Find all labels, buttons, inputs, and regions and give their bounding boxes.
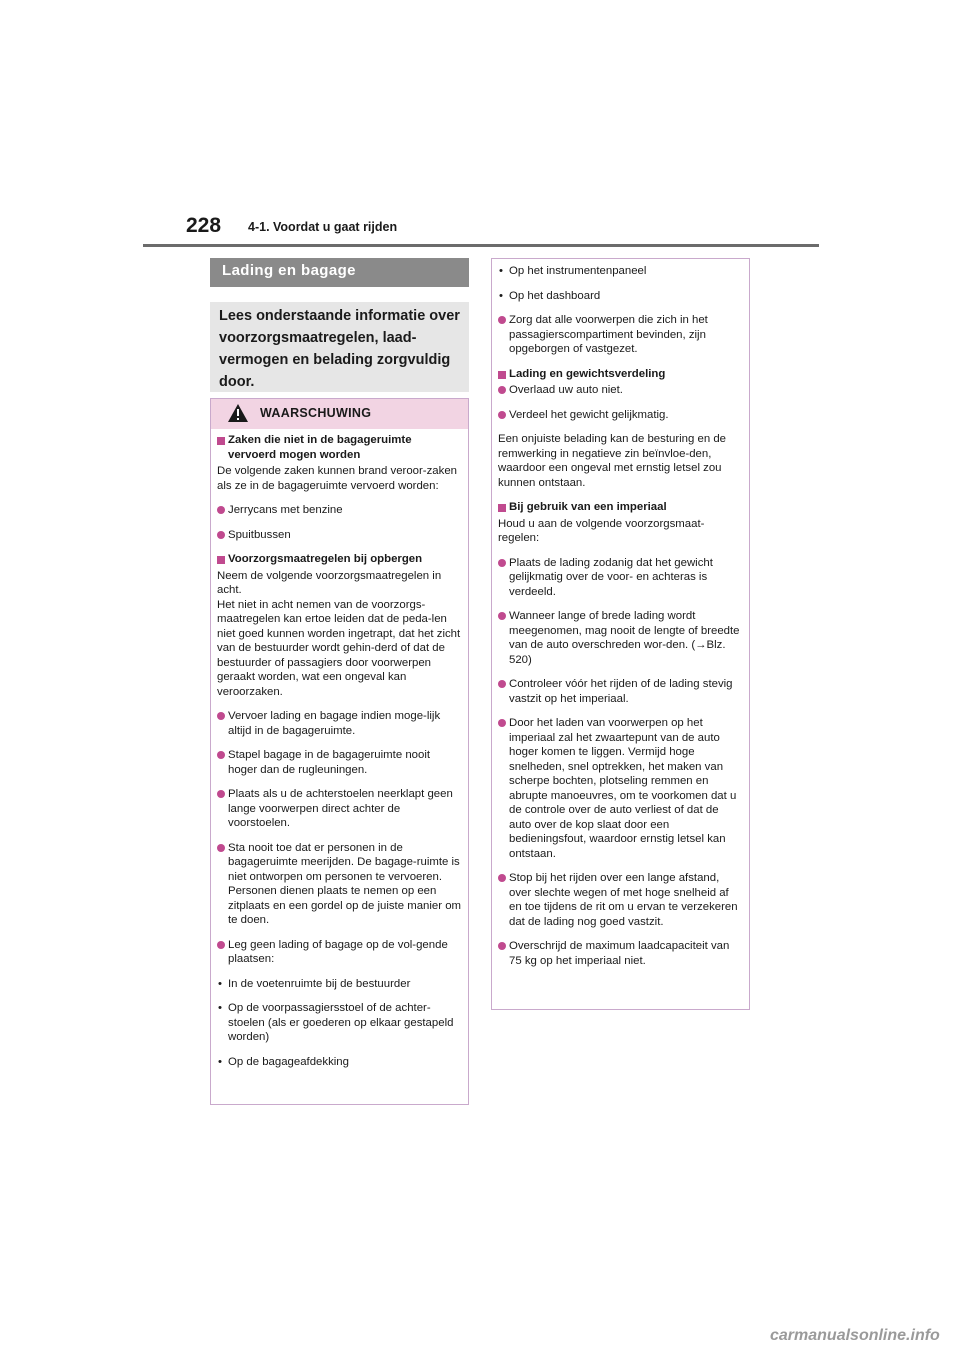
warning-continued-body: [492, 259, 749, 968]
subheading: [498, 367, 743, 382]
circle-list-item: [498, 939, 743, 968]
block-text: Plaats als u de achterstoelen neerklapt geen lange voorwerpen direct achter de voorstoelen.: [228, 788, 453, 829]
dot-bullet-icon: •: [499, 265, 503, 277]
circle-bullet-icon: [498, 559, 506, 567]
block-text: Houd u aan de volgende voorzorgsmaat-regelen:: [498, 517, 705, 544]
circle-list-item: [217, 787, 462, 831]
circle-bullet-icon: [217, 790, 225, 798]
block-text: Jerrycans met benzine: [228, 504, 343, 516]
dot-bullet-icon: •: [218, 1055, 222, 1068]
intro-box: [210, 302, 469, 392]
block-text: Leg geen lading of bagage op de vol-gende plaatsen:: [228, 938, 448, 965]
block-text: Door het laden van voorwerpen op het imperiaal zal het zwaartepunt van de auto hoger komen te liggen. Vermijd hoge snelheden, snel optrekken, het maken van scherpe bochten, plotseling remmen en abrupte manoeuvres, om te voorkomen dat u de controle over de auto verliest of dat de auto over de kop slaat door een bedieningsfout, waardoor ernstig letsel kan ontstaan.: [509, 717, 737, 860]
paragraph: [498, 432, 743, 490]
block-text: Stop bij het rijden over een lange afstand, over slechte wegen of met hoge snelheid af en toe tijdens de rit om u ervan te verzekeren dat de lading nog goed vastzit.: [509, 872, 738, 928]
warning-continued-box: [491, 258, 750, 1010]
block-text: Controleer vóór het rijden of de lading stevig vastzit op het imperiaal.: [509, 678, 733, 705]
block-text: Plaats de lading zodanig dat het gewicht gelijkmatig over de voor- en achteras is verdeeld.: [509, 556, 713, 598]
paragraph: [498, 517, 743, 546]
circle-list-item: [217, 938, 462, 967]
circle-list-item: [498, 383, 743, 398]
circle-list-item: [498, 716, 743, 861]
circle-bullet-icon: [498, 612, 506, 620]
header-rule: [143, 244, 819, 247]
circle-list-item: [217, 709, 462, 738]
paragraph: [217, 569, 462, 700]
circle-bullet-icon: [217, 531, 225, 539]
block-text: Sta nooit toe dat er personen in de bagageruimte meerijden. De bagage-ruimte is niet ontworpen om personen te vervoeren. Personen dienen plaats te nemen op een zitplaats en een gordel op de juiste manier om te doen.: [228, 841, 462, 926]
dot-list-item: [498, 289, 743, 304]
watermark: carmanualsonline.info: [770, 1327, 940, 1344]
circle-bullet-icon: [498, 411, 506, 419]
circle-list-item: [217, 528, 462, 543]
subheading: [498, 500, 743, 515]
circle-bullet-icon: [217, 712, 225, 720]
circle-list-item: [217, 748, 462, 777]
block-text: Vervoer lading en bagage indien moge-lijk altijd in de bagageruimte.: [228, 710, 441, 737]
intro-text: Lees onderstaande informatie over voorzorgsmaatregelen, laad-vermogen en belading zorgvuldig door.: [219, 308, 460, 390]
block-text: Op de bagageafdekking: [228, 1055, 349, 1068]
circle-list-item: [498, 871, 743, 929]
warning-label: WAARSCHUWING: [260, 406, 372, 420]
block-text: Zaken die niet in de bagageruimte vervoerd mogen worden: [228, 434, 412, 461]
block-text: Stapel bagage in de bagageruimte nooit hoger dan de rugleuningen.: [228, 749, 431, 776]
circle-list-item: [217, 841, 462, 928]
circle-bullet-icon: [498, 316, 506, 324]
subheading: [217, 552, 462, 567]
circle-bullet-icon: [498, 680, 506, 688]
circle-list-item: [498, 609, 743, 667]
block-text: Een onjuiste belading kan de besturing en de remwerking in negatieve zin beïnvloe-den, waardoor een ongeval met ernstig letsel zou kunnen ontstaan.: [498, 433, 726, 489]
block-text: Wanneer lange of brede lading wordt meegenomen, mag nooit de lengte of breedte van de auto overschreden wor-den. (→Blz. 520): [509, 610, 740, 666]
dot-bullet-icon: •: [499, 289, 503, 302]
circle-bullet-icon: [498, 942, 506, 950]
block-text: Overlaad uw auto niet.: [509, 384, 623, 396]
dot-bullet-icon: •: [218, 1002, 222, 1014]
circle-bullet-icon: [217, 941, 225, 949]
block-text: Op de voorpassagiersstoel of de achter-stoelen (als er goederen op elkaar gestapeld worden): [228, 1002, 454, 1043]
block-text: Spuitbussen: [228, 528, 291, 541]
block-text: Bij gebruik van een imperiaal: [509, 501, 667, 513]
block-text: Op het instrumentenpaneel: [509, 265, 647, 277]
circle-list-item: [498, 313, 743, 357]
block-text: Zorg dat alle voorwerpen die zich in het passagierscompartiment bevinden, zijn opgeborgen of vastgezet.: [509, 314, 708, 355]
topic-heading: Lading en bagage: [210, 258, 469, 287]
dot-list-item: [498, 264, 743, 279]
circle-list-item: [498, 677, 743, 706]
square-bullet-icon: [217, 556, 225, 564]
dot-bullet-icon: •: [218, 977, 222, 990]
dot-list-item: [217, 1001, 462, 1045]
block-text: Verdeel het gewicht gelijkmatig.: [509, 408, 669, 421]
block-text: Neem de volgende voorzorgsmaatregelen in acht. Het niet in acht nemen van de voorzorgs-maatregelen kan ertoe leiden dat de peda-len niet goed kunnen worden ingetrapt, dat het zicht van de bestuurder wordt gehin-derd of dat de bestuurder of passagiers door voorwerpen geraakt worden, wat een ongeval kan veroorzaken.: [217, 569, 461, 698]
warning-box: [210, 398, 469, 1105]
circle-bullet-icon: [217, 506, 225, 514]
page-number: 228: [186, 214, 222, 237]
subheading: [217, 433, 462, 462]
dot-list-item: [217, 1055, 462, 1070]
block-text: De volgende zaken kunnen brand veroor-zaken als ze in de bagageruimte vervoerd worden:: [217, 465, 457, 492]
circle-bullet-icon: [498, 386, 506, 394]
block-text: Overschrijd de maximum laadcapaciteit van 75 kg op het imperiaal niet.: [509, 940, 730, 967]
warning-header: [211, 399, 468, 429]
block-text: Op het dashboard: [509, 289, 601, 302]
paragraph: [217, 464, 462, 493]
square-bullet-icon: [498, 371, 506, 379]
section-title: 4-1. Voordat u gaat rijden: [248, 220, 398, 234]
circle-list-item: [217, 503, 462, 518]
block-text: In de voetenruimte bij de bestuurder: [228, 977, 411, 990]
warning-body: [211, 429, 468, 1069]
circle-list-item: [498, 556, 743, 600]
circle-bullet-icon: [217, 751, 225, 759]
circle-list-item: [498, 408, 743, 423]
square-bullet-icon: [498, 504, 506, 512]
warning-triangle-icon: [227, 403, 249, 428]
circle-bullet-icon: [217, 844, 225, 852]
block-text: Lading en gewichtsverdeling: [509, 367, 666, 380]
block-text: Voorzorgsmaatregelen bij opbergen: [228, 553, 423, 565]
dot-list-item: [217, 977, 462, 992]
circle-bullet-icon: [498, 874, 506, 882]
square-bullet-icon: [217, 437, 225, 445]
circle-bullet-icon: [498, 719, 506, 727]
